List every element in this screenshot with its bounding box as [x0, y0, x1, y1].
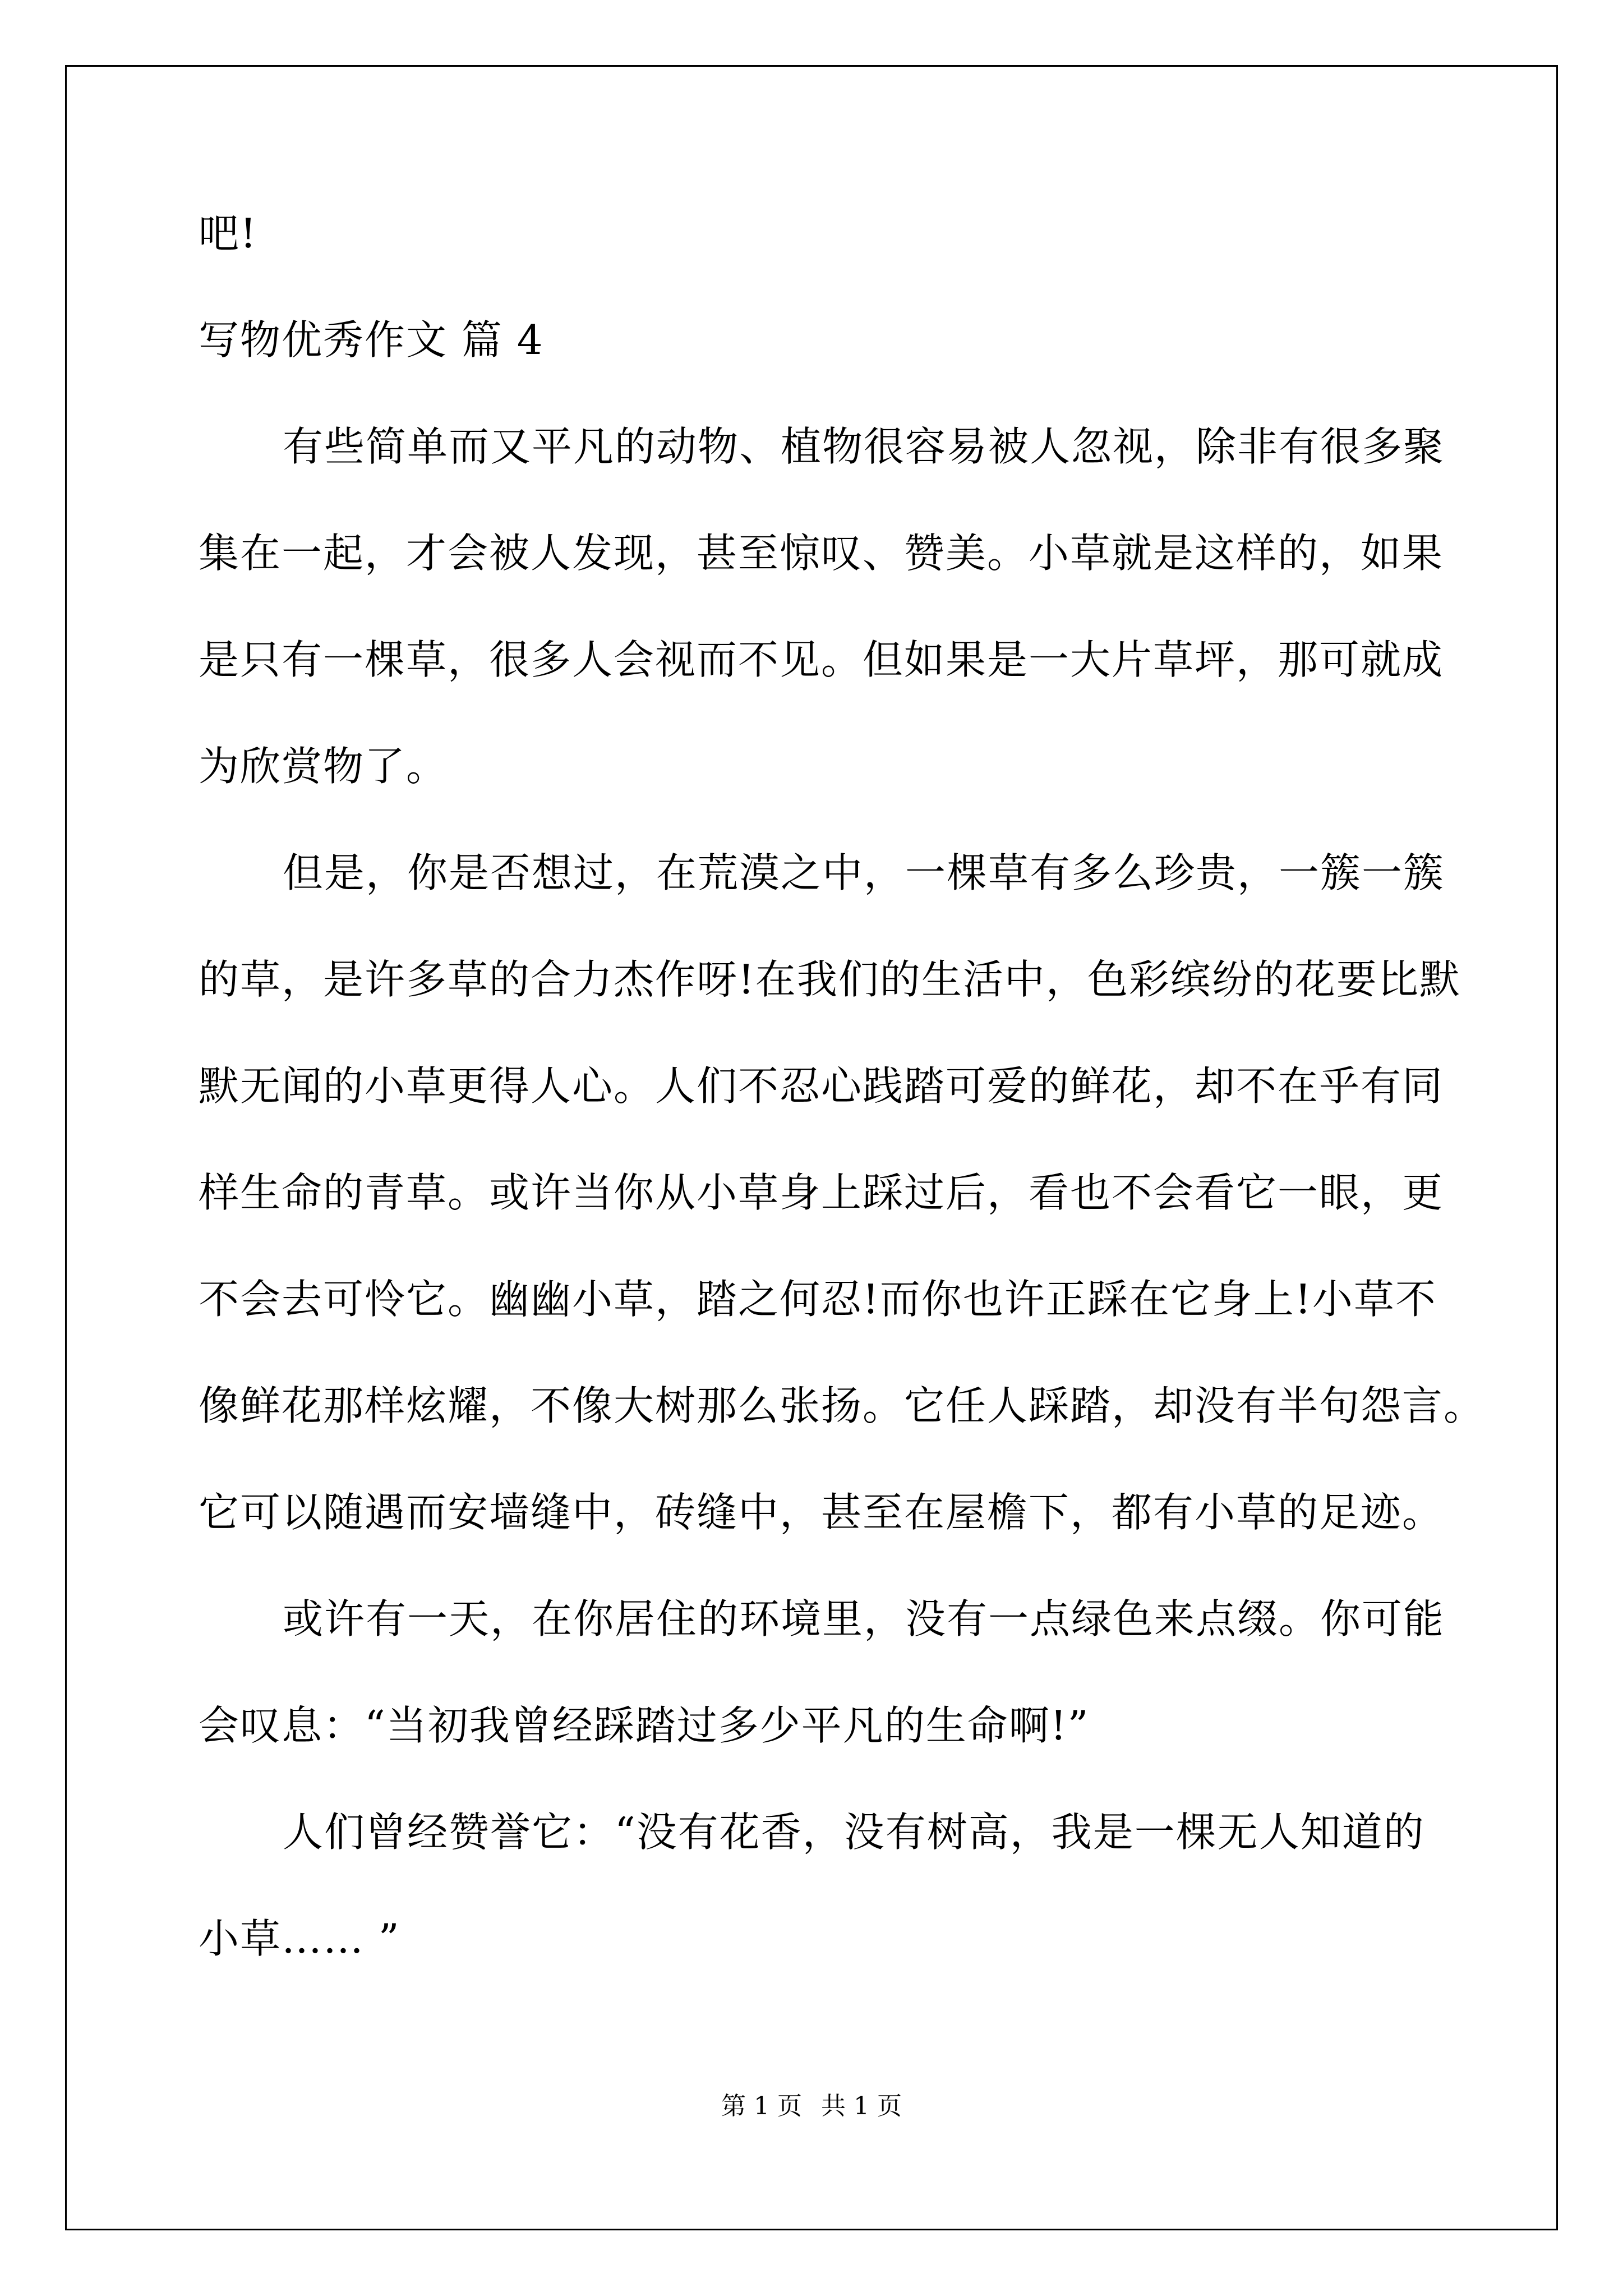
paragraph-line: 为欣赏物了。 [199, 743, 448, 790]
paragraph-line: 不会去可怜它。幽幽小草，踏之何忍!而你也许正踩在它身上!小草不 [199, 1276, 1437, 1323]
paragraph-line: 样生命的青草。或许当你从小草身上踩过后，看也不会看它一眼，更 [199, 1169, 1444, 1216]
document-body [199, 205, 1486, 2017]
paragraph-line: 集在一起，才会被人发现，甚至惊叹、赞美。小草就是这样的，如果 [199, 530, 1444, 577]
page-total: 共 1 页 [821, 2092, 902, 2120]
section-heading: 写物优秀作文 篇 4 [199, 316, 544, 364]
paragraph-line: 它可以随遇而安墙缝中，砖缝中，甚至在屋檐下，都有小草的足迹。 [199, 1489, 1444, 1536]
text-line: 吧! [199, 210, 257, 257]
page-footer [0, 2086, 1623, 2122]
paragraph-line: 或许有一天，在你居住的环境里，没有一点绿色来点缀。你可能 [283, 1595, 1445, 1642]
paragraph-line: 小草…… ” [199, 1915, 400, 1962]
paragraph-line: 但是，你是否想过，在荒漠之中，一棵草有多么珍贵，一簇一簇 [283, 849, 1445, 896]
paragraph-line: 像鲜花那样炫耀，不像大树那么张扬。它任人踩踏，却没有半句怨言。 [199, 1382, 1486, 1429]
paragraph-line: 是只有一棵草，很多人会视而不见。但如果是一大片草坪，那可就成 [199, 636, 1444, 683]
page-number: 第 1 页 [721, 2092, 802, 2120]
paragraph-line: 有些简单而又平凡的动物、植物很容易被人忽视，除非有很多聚 [283, 423, 1445, 470]
paragraph-line: 的草，是许多草的合力杰作呀!在我们的生活中，色彩缤纷的花要比默 [199, 956, 1461, 1003]
paragraph-line: 人们曾经赞誉它：“没有花香，没有树高，我是一棵无人知道的 [283, 1809, 1425, 1856]
paragraph-line: 默无闻的小草更得人心。人们不忍心践踏可爱的鲜花，却不在乎有同 [199, 1062, 1444, 1110]
paragraph-line: 会叹息：“当初我曾经踩踏过多少平凡的生命啊!” [199, 1702, 1090, 1749]
